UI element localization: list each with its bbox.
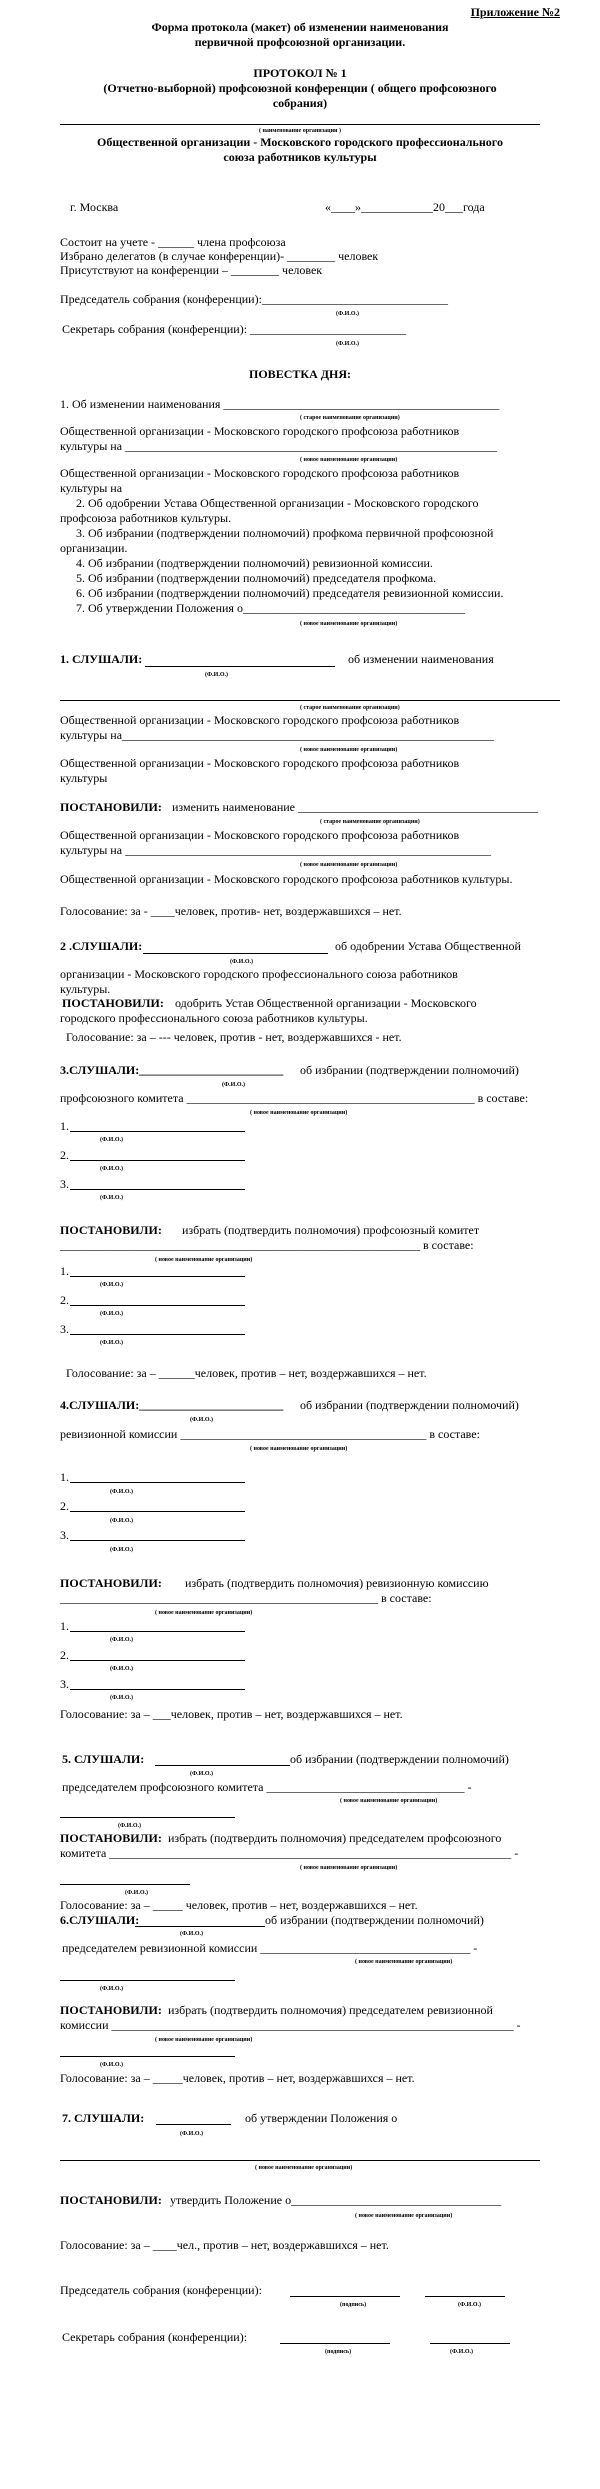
s3-member-1: 1. [60,1119,69,1133]
s6-speaker-line [135,1926,265,1927]
s6-text-b: комиссии ___________________________________________________________________ - [60,2018,521,2032]
s6-fio-caption-2: (Ф.И.О.) [100,1986,123,1992]
s3-resolved-member-3: 3. [60,1322,69,1336]
s7-listened: 7. СЛУШАЛИ: [62,2111,145,2125]
s4-resolved-member-1-fio: (Ф.И.О.) [110,1637,133,1643]
s3-vote: Голосование: за – ______человек, против – нет, воздержавшихся – нет. [66,1366,427,1380]
s3-resolved-member-1: 1. [60,1264,69,1278]
s3-member-1-line [70,1131,245,1132]
s4-member-2-line [70,1511,245,1512]
s5-new-caption: ( новое наименование организации) [340,1798,438,1804]
s1-text-b: культуры на______________________________________________________________ [60,728,495,742]
s4-resolved-member-3-fio: (Ф.И.О.) [110,1695,133,1701]
date-field: «____»____________20___года [325,200,485,214]
s4-resolved-member-3-line [70,1689,245,1690]
chair-field: Председатель собрания (конференции):_______________________________ [60,292,448,306]
s1-text-e: Общественной организации - Московского городского профсоюза работников [60,828,460,842]
s4-member-1-fio: (Ф.И.О.) [110,1489,133,1495]
s1-resolved-caption: ( старое наименование организации) [320,819,420,825]
s5-topic: об избрании (подтверждении полномочий) [290,1752,509,1766]
s1-old-caption: ( старое наименование организации) [300,705,400,711]
agenda-item-1c: культуры на ______________________________________________________________ [60,439,498,453]
s4-listened: 4.СЛУШАЛИ:________________________ [60,1398,284,1412]
s4-resolved-member-2: 2. [60,1648,69,1662]
s5-vote: Голосование: за – _____ человек, против – нет, воздержавшихся – нет. [60,1898,418,1912]
s5-listened: 5. СЛУШАЛИ: [62,1752,145,1766]
s3-resolved-member-2: 2. [60,1293,69,1307]
s3-member-2-line [70,1160,245,1161]
s1-text-g: Общественной организации - Московского городского профсоюза работников культуры. [60,872,513,886]
s2-resolved: ПОСТАНОВИЛИ: [62,996,164,1010]
doc-title-line-1: Форма протокола (макет) об изменении наименования [151,20,449,34]
agenda-item-5: 5. Об избрании (подтверждении полномочий) председателя профкома. [76,571,437,585]
s5-fio-caption-3: (Ф.И.О.) [125,1890,148,1896]
agenda-item-1d: Общественной организации - Московского городского профсоюза работников [60,466,460,480]
s3-member-3: 3. [60,1177,69,1191]
s5-resolved-text: избрать (подтвердить полномочия) председателем профсоюзного [168,1831,502,1845]
s3-resolved-member-2-line [70,1305,245,1306]
sign-secretary-sign-caption: (подпись) [325,2349,352,2355]
s3-resolved-member-1-fio: (Ф.И.О.) [100,1282,123,1288]
s7-vote: Голосование: за – ____чел., против – нет, воздержавшихся – нет. [60,2238,389,2252]
s3-text-b: ____________________________________________________________ в составе: [60,1238,474,1252]
agenda-item-6: 6. Об избрании (подтверждении полномочий) председателя ревизионной комиссии. [76,586,504,600]
agenda-item-3: 3. Об избрании (подтверждении полномочий) профкома первичной профсоюзной [76,526,494,540]
sign-chair-signature-line [290,2296,400,2297]
s1-text-a: Общественной организации - Московского городского профсоюза работников [60,713,460,727]
city: г. Москва [70,200,119,214]
s5-fio-caption-2: (Ф.И.О.) [118,1823,141,1829]
s4-member-2: 2. [60,1499,69,1513]
s6-resolved: ПОСТАНОВИЛИ: [60,2003,162,2017]
s5-text-b: комитета ___________________________________________________________________ - [60,1846,519,1860]
appendix-label: Приложение №2 [470,5,560,19]
s1-vote: Голосование: за - ____человек, против- нет, воздержавшихся – нет. [60,904,402,918]
org-name-1: Общественной организации - Московского городского профессионального [97,135,503,149]
s6-listened: 6.СЛУШАЛИ: [60,1913,140,1927]
s3-resolved-member-2-fio: (Ф.И.О.) [100,1311,123,1317]
s2-speaker-line [143,953,328,954]
s5-fio-caption: (Ф.И.О.) [190,1771,213,1777]
agenda-item-2: 2. Об одобрении Устава Общественной организации - Московского городского [76,496,479,510]
s3-new-caption-2: ( новое наименование организации) [155,1257,253,1263]
s1-topic: об изменении наименования [348,652,494,666]
s7-name-line [60,2160,540,2161]
sign-secretary: Секретарь собрания (конференции): [62,2330,248,2344]
s4-new-caption: ( новое наименование организации) [250,1446,348,1452]
s2-text-c: городского профессионального союза работников культуры. [60,1011,368,1025]
s3-fio-caption: (Ф.И.О.) [222,1082,245,1088]
s6-resolved-text: избрать (подтвердить полномочия) председателем ревизионной [168,2003,493,2017]
s7-speaker-line [156,2124,231,2125]
s4-resolved-member-1: 1. [60,1619,69,1633]
s4-member-3-fio: (Ф.И.О.) [110,1547,133,1553]
sign-chair: Председатель собрания (конференции): [60,2283,262,2297]
s4-member-2-fio: (Ф.И.О.) [110,1518,133,1524]
s4-resolved-member-3: 3. [60,1677,69,1691]
s4-member-3-line [70,1540,245,1541]
s4-member-1: 1. [60,1470,69,1484]
s3-member-1-fio: (Ф.И.О.) [100,1137,123,1143]
s7-resolved: ПОСТАНОВИЛИ: [60,2193,162,2207]
s6-new-caption: ( новое наименование организации) [355,1959,453,1965]
chair-fio-caption: (Ф.И.О.) [336,311,359,317]
s2-topic: об одобрении Устава Общественной [335,939,521,953]
s4-resolved-text: избрать (подтвердить полномочия) ревизионную комиссию [185,1576,489,1590]
s2-text-b: культуры. [60,982,111,996]
s6-fio-line-2 [60,2056,235,2057]
s5-speaker-line [155,1765,290,1766]
s2-resolved-text: одобрить Устав Общественной организации - Московского [175,996,477,1010]
s5-fio-line [60,1817,235,1818]
s1-resolved-text: изменить наименование ________________________________________ [172,800,538,814]
s2-listened: 2 .СЛУШАЛИ: [60,939,143,953]
s4-text-a: ревизионной комиссии _________________________________________ в составе: [60,1427,480,1441]
sign-secretary-signature-line [280,2343,390,2344]
s6-topic: об избрании (подтверждении полномочий) [265,1913,484,1927]
s4-new-caption-2: ( новое наименование организации) [155,1610,253,1616]
agenda-new-caption: ( новое наименование организации) [300,457,398,463]
protocol-subtitle-2: собрания) [272,96,328,110]
org-name-2: союза работников культуры [223,150,377,164]
s1-resolved: ПОСТАНОВИЛИ: [60,800,162,814]
s3-resolved: ПОСТАНОВИЛИ: [60,1223,162,1237]
s7-new-caption: ( новое наименование организации) [255,2165,353,2171]
s7-new-caption-2: ( новое наименование организации) [355,2213,453,2219]
s4-resolved-member-2-fio: (Ф.И.О.) [110,1666,133,1672]
s6-vote: Голосование: за – _____человек, против – нет, воздержавшихся – нет. [60,2071,415,2085]
s2-fio-caption: (Ф.И.О.) [230,959,253,965]
s7-fio-caption: (Ф.И.О.) [180,2131,203,2137]
s3-topic: об избрании (подтверждении полномочий) [300,1063,519,1077]
s1-resolved-caption-2: ( новое наименование организации) [300,862,398,868]
s4-topic: об избрании (подтверждении полномочий) [300,1398,519,1412]
sign-chair-sign-caption: (подпись) [340,2302,367,2308]
org-name-line [60,124,540,125]
agenda-item-7: 7. Об утверждении Положения о_____________________________________ [76,601,465,615]
s5-text-a: председателем профсоюзного комитета _________________________________ - [62,1780,472,1794]
s2-vote: Голосование: за – --- человек, против - нет, воздержавшихся - нет. [66,1030,402,1044]
s6-fio-caption-3: (Ф.И.О.) [100,2062,123,2068]
s3-text-a: профсоюзного комитета ________________________________________________ в составе: [60,1091,529,1105]
s1-text-d: культуры [60,771,108,785]
s5-fio-line-2 [60,1884,190,1885]
s5-new-caption-2: ( новое наименование организации) [300,1865,398,1871]
agenda-item-2b: профсоюза работников культуры. [60,511,232,525]
s4-member-1-line [70,1482,245,1483]
agenda-title: ПОВЕСТКА ДНЯ: [249,367,351,381]
sign-secretary-fio-caption: (Ф.И.О.) [450,2349,473,2355]
s3-resolved-member-3-line [70,1334,245,1335]
protocol-title: ПРОТОКОЛ № 1 [253,66,347,80]
org-caption: ( наименование организации ) [258,128,342,134]
registered-members: Состоит на учете - ______ члена профсоюза [60,235,286,249]
s6-fio-line [60,1980,235,1981]
s1-listened: 1. СЛУШАЛИ: [60,652,143,666]
s1-fio-caption: (Ф.И.О.) [205,672,228,678]
agenda-item-1: 1. Об изменении наименования ______________________________________________ [60,397,500,411]
s1-speaker-line [145,666,335,667]
s3-member-2: 2. [60,1148,69,1162]
s6-new-caption-2: ( новое наименование организации) [155,2037,253,2043]
s3-resolved-member-1-line [70,1276,245,1277]
s4-resolved-member-1-line [70,1631,245,1632]
sign-secretary-fio-line [430,2343,510,2344]
agenda-item-7-caption: ( новое наименование организации) [300,621,398,627]
s4-resolved: ПОСТАНОВИЛИ: [60,1576,162,1590]
s4-vote: Голосование: за – ___человек, против – нет, воздержавшихся – нет. [60,1707,403,1721]
s3-resolved-member-3-fio: (Ф.И.О.) [100,1340,123,1346]
secretary-field: Секретарь собрания (конференции): __________________________ [62,322,407,336]
agenda-item-1e: культуры на [60,481,123,495]
s1-old-name-line [60,700,560,701]
s4-fio-caption: (Ф.И.О.) [190,1417,213,1423]
present-count: Присутствуют на конференции – ________ человек [60,263,323,277]
s7-resolved-text: утвердить Положение о___________________________________ [170,2193,502,2207]
s6-text-a: председателем ревизионной комиссии ___________________________________ - [62,1941,478,1955]
elected-delegates: Избрано делегатов (в случае конференции)- ________ человек [60,249,379,263]
s3-resolved-text: избрать (подтвердить полномочия) профсоюзный комитет [182,1223,480,1237]
agenda-item-3b: организации. [60,541,128,555]
s1-text-c: Общественной организации - Московского городского профсоюза работников [60,756,460,770]
s6-fio-caption: (Ф.И.О.) [180,1931,203,1937]
s4-resolved-member-2-line [70,1660,245,1661]
doc-title-line-2: первичной профсоюзной организации. [194,35,406,49]
agenda-old-caption: ( старое наименование организации) [300,415,400,421]
s4-member-3: 3. [60,1528,69,1542]
s3-member-3-fio: (Ф.И.О.) [100,1195,123,1201]
s1-text-f: культуры на _____________________________________________________________ [60,843,492,857]
s2-text-a: организации - Московского городского профессионального союза работников [60,967,458,981]
s3-new-caption: ( новое наименование организации) [250,1110,348,1116]
s1-new-caption: ( новое наименование организации) [300,747,398,753]
s3-listened: 3.СЛУШАЛИ:________________________ [60,1063,284,1077]
agenda-item-4: 4. Об избрании (подтверждении полномочий) ревизионной комиссии. [76,556,433,570]
s4-text-b: _____________________________________________________ в составе: [60,1591,432,1605]
agenda-item-1b: Общественной организации - Московского городского профсоюза работников [60,424,460,438]
s7-topic: об утверждении Положения о [245,2111,398,2125]
s3-member-3-line [70,1189,245,1190]
protocol-subtitle-1: (Отчетно-выборной) профсоюзной конференции ( общего профсоюзного [103,81,497,95]
sign-chair-fio-line [425,2296,505,2297]
s3-member-2-fio: (Ф.И.О.) [100,1166,123,1172]
sign-chair-fio-caption: (Ф.И.О.) [458,2302,481,2308]
secretary-fio-caption: (Ф.И.О.) [336,341,359,347]
s5-resolved: ПОСТАНОВИЛИ: [60,1831,162,1845]
